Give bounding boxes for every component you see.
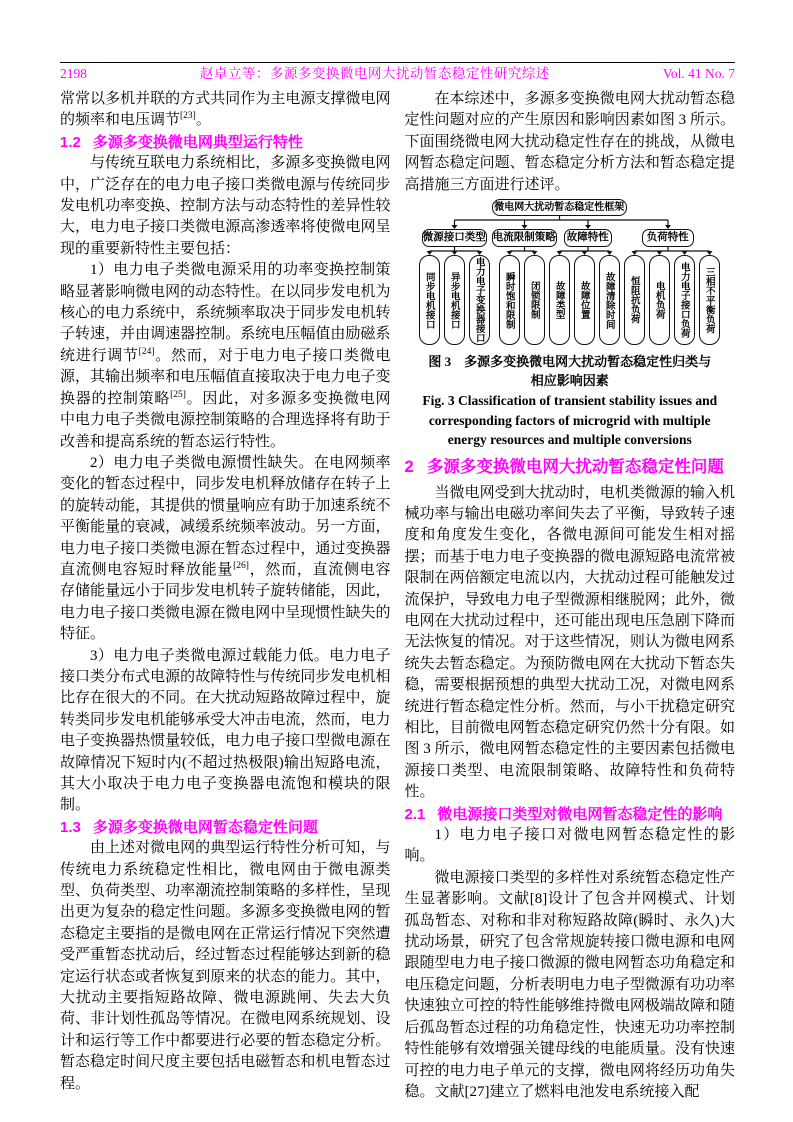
diagram-leaf-box: 闭锁限制: [524, 255, 545, 345]
heading-title: 微电源接口类型对微电网暂态稳定性的影响: [437, 805, 723, 823]
diagram-category-box: 电流限制策略: [492, 229, 557, 247]
paragraph: [60, 453, 391, 646]
heading-number: 2.1: [404, 805, 426, 823]
header-rule: [60, 62, 735, 63]
figure3-diagram: [416, 199, 724, 347]
paragraph: 1）电力电子接口对微电网暂态稳定性的影响。: [404, 827, 735, 865]
heading-number: 1.3: [60, 818, 81, 836]
paragraph: 微电源接口类型的多样性对系统暂态稳定性产生显著影响。文献[8]设计了包含并网模式、计划孤岛暂态、对称和非对称短路故障(瞬时、永久)大扰动场景，研究了包含常规旋转接口微电源和电网跟随型电力电子接口微源的微电网暂态功角稳定和电压稳定问题，分析表明电力电子型微源有功功率快速独立可控的特性能够维持微电网极端故障和随后孤岛暂态过程的功角稳定性，快速无功功率控制特性能够有效增强关键母线的电能质量。没有快速可控的电力电子单元的支撑，微电网将经历功角失稳。文献[27]建立了燃料电池发电系统接入配: [404, 869, 735, 1100]
paragraph-text: 2）电力电子类微电源惯性缺失。在电网频率变化的暂态过程中，同步发电机释放储存在转子上的旋转动能，其提供的惯量响应有助于加速系统不平衡能量的衰减，减缓系统频率波动。另一方面，电力电子接口类微电源在暂态过程中，通过变换器直流侧电容短时释放能量: [60, 454, 391, 578]
subsection-heading-1-3: [60, 817, 391, 838]
heading-number: 1.2: [60, 133, 81, 151]
paragraph-text: 。然而，对于电力电子接口类微电源，其输出频率和电压幅值直接取决于电力电子变换器的控制策略: [60, 347, 391, 407]
diagram-root-box: 微电网大扰动暂态稳定性框架: [492, 199, 627, 216]
diagram-category-box: 微源接口类型: [422, 229, 487, 247]
paragraph: [60, 260, 391, 453]
paragraph: 3）电力电子类微电源过载能力低。电力电子接口类分布式电源的故障特性与传统同步发电机相比存在很大的不同。在大扰动短路故障过程中，旋转类同步发电机能够承受大冲击电流，然而，电力电子变换器热惯量较低，电力电子接口型微电源在故障情况下短时内(不超过热极限)输出短路电流，其大小取决于电力电子变换器电流饱和模块的限制。: [60, 647, 391, 814]
volume-issue: Vol. 41 No. 7: [662, 66, 735, 81]
figure3-caption: [405, 353, 736, 450]
diagram-leaf-box: 瞬时饱和限制: [499, 255, 520, 345]
left-column: [60, 89, 391, 1103]
paragraph-text: 。: [195, 112, 211, 129]
diagram-leaf-box: 电力电子接口负荷: [674, 255, 695, 345]
figure-caption-en: Fig. 3 Classification of transient stability issues and corresponding factors of microgrid with multiple energy resources and multiple conversions: [422, 393, 718, 448]
figure3: [405, 199, 736, 450]
diagram-leaf-box: 三相不平衡负荷: [699, 255, 720, 345]
citation-ref: [26]: [233, 560, 249, 571]
subsection-heading-2-1: [405, 804, 736, 825]
paragraph: 当微电网受到大扰动时，电机类微源的输入机械功率与输出电磁功率间失去了平衡，导致转子速度和角度发生变化，各微电源间可能发生相对摇摆；而基于电力电子变换器的微电源短路电流常被限制在两倍额定电流以内，大扰动过程可能触发过流保护，导致电力电子型微源相继脱网；此外，微电网在大扰动过程中，还可能出现电压急剧下降而无法恢复的情况。对于这些情况，则认为微电网系统失去暂态稳定。为预防微电网在大扰动下暂态失稳，需要根据预想的典型大扰动工况，对微电网系统进行暂态稳定性分析。然而，与小干扰稳定研究相比，目前微电网暂态稳定研究仍然十分有限。如图 3 所示，微电网暂态稳定性的主要因素包括微电源接口类型、电流限制策略、故障特性和负荷特性。: [404, 484, 735, 801]
heading-number: 2: [404, 457, 414, 476]
right-column: [405, 89, 736, 1103]
diagram-leaf-box: 故障清除时间: [599, 255, 620, 345]
two-column-body: [60, 89, 735, 1103]
section-heading-2: [405, 455, 736, 479]
diagram-category-box: 故障特性: [564, 229, 612, 247]
heading-title: 多源多变换微电网大扰动暂态稳定性问题: [426, 457, 724, 476]
paragraph-text: 。因此，对多源多变换微电网中电力电子类微电源控制策略的合理选择将有助于改善和提高系统的暂态运行特性。: [60, 390, 391, 450]
diagram-leaf-box: 电力电子变换器接口: [469, 255, 490, 345]
figure-caption-zh-line1: 图 3 多源多变换微电网大扰动暂态稳定性归类与: [428, 354, 712, 370]
running-title: 赵卓立等：多源多变换微电网大扰动暂态稳定性研究综述: [199, 66, 550, 81]
diagram-leaf-box: 故障类型: [549, 255, 570, 345]
paragraph: 在本综述中，多源多变换微电网大扰动暂态稳定性问题对应的产生原因和影响因素如图 3 所示。下面围绕微电网大扰动稳定性存在的挑战，从微电网暂态稳定问题、暂态稳定分析方法和暂态稳定提高措施三方面进行述评。: [404, 91, 735, 193]
diagram-leaf-box: 异步电机接口: [444, 255, 465, 345]
subsection-heading-1-2: [60, 132, 391, 153]
citation-ref: [24]: [138, 346, 155, 357]
diagram-leaf-box: 恒阻抗负荷: [624, 255, 645, 345]
paragraph-text: 1）电力电子类微电源采用的功率变换控制策略显著影响微电网的动态特性。在以同步发电机为核心的电力系统中，系统频率取决于同步发电机转子转速，并由调速器控制。系统电压幅值由励磁系统进行调节: [60, 262, 391, 364]
citation-ref: [23]: [180, 111, 196, 122]
paragraph-text: 常常以多机并联的方式共同作为主电源支撑微电网的频率和电压调节: [60, 91, 391, 129]
heading-title: 多源多变换微电网典型运行特性: [92, 133, 303, 151]
page-header: [60, 0, 735, 82]
diagram-leaf-box: 同步电机接口: [419, 255, 440, 345]
figure-caption-zh-line2: 相应影响因素: [530, 372, 609, 388]
diagram-leaf-box: 电机负荷: [649, 255, 670, 345]
paragraph: [60, 89, 391, 132]
heading-title: 多源多变换微电网暂态稳定性问题: [92, 818, 318, 836]
paragraph: 与传统互联电力系统相比，多源多变换微电网中，广泛存在的电力电子接口类微电源与传统同步发电机功率变换、控制方法与动态特性的差异性较大，电力电子接口类微电源高渗透率将使微电网呈现的重要新特性主要包括：: [60, 155, 391, 257]
paragraph-text: ，然而，直流侧电容存储能量远小于同步发电机转子旋转储能，因此，电力电子接口类微电源在微电网中呈现惯性缺失的特征。: [60, 561, 391, 643]
diagram-category-box: 负荷特性: [642, 229, 694, 247]
diagram-leaf-box: 故障位置: [574, 255, 595, 345]
citation-ref: [25]: [170, 389, 186, 400]
page-number: 2198: [60, 66, 87, 81]
paragraph: 由上述对微电网的典型运行特性分析可知，与传统电力系统稳定性相比，微电网由于微电源类型、负荷类型、功率潮流控制策略的多样性，呈现出更为复杂的稳定性问题。多源多变换微电网的暂态稳定主要指的是微电网在正常运行情况下突然遭受严重暂态扰动后，经过暂态过程能够达到新的稳定运行状态或者恢复到原来的状态的能力。其中，大扰动主要指短路故障、微电源跳闸、失去大负荷、非计划性孤岛等情况。在微电网系统规划、设计和运行等工作中都要进行必要的暂态稳定分析。暂态稳定时间尺度主要包括电磁暂态和机电暂态过程。: [60, 840, 391, 1092]
